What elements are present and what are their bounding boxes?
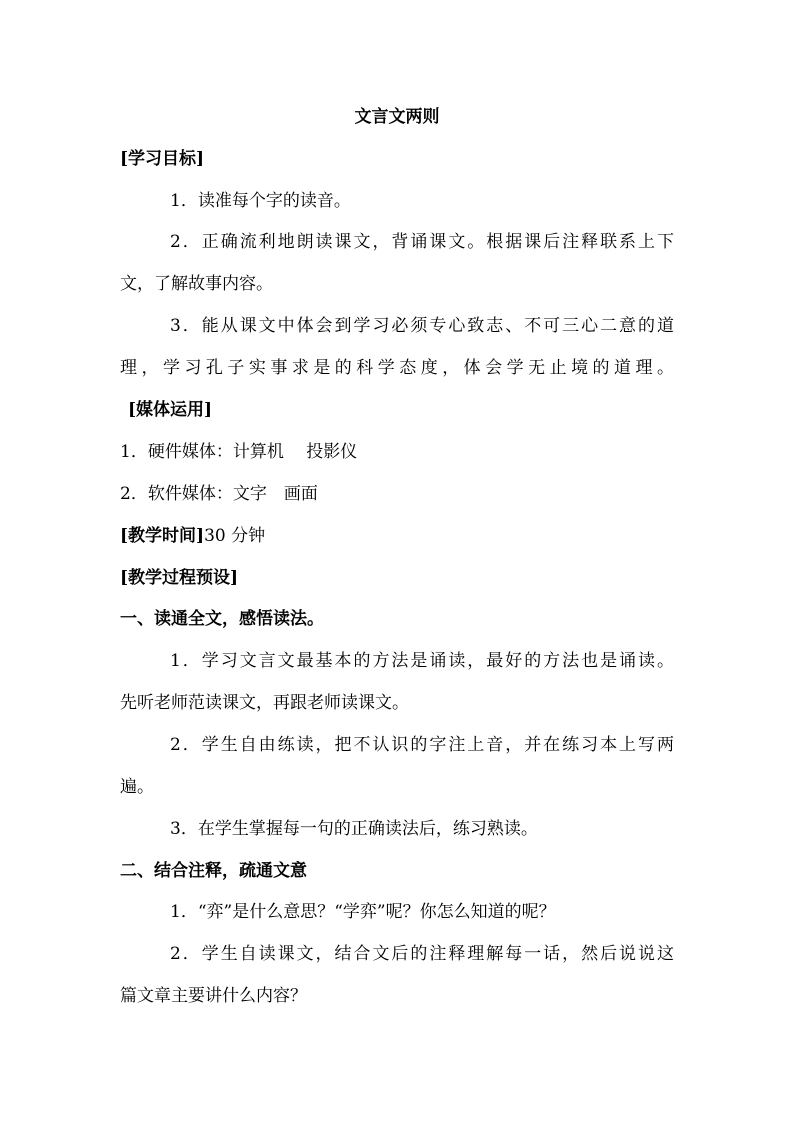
section-1-item-2-line-2: 遍。 — [120, 777, 154, 797]
section-1-item-1-line-1: 1．学习文言文最基本的方法是诵读，最好的方法也是诵读。 — [170, 651, 674, 671]
section-2-title: 二、结合注释，疏通文意 — [120, 861, 307, 881]
media-hardware: 1．硬件媒体：计算机 投影仪 — [120, 442, 358, 462]
objective-item-1: 1．读准每个字的读音。 — [170, 191, 351, 211]
teaching-time — [120, 524, 265, 548]
media-heading: [媒体运用] — [128, 400, 213, 420]
process-heading: [教学过程预设] — [120, 568, 239, 588]
objectives-heading: [学习目标] — [120, 149, 205, 169]
objective-item-3-line-1: 3．能从课文中体会到学习必须专心致志、不可三心二意的道 — [170, 316, 674, 336]
section-1-title: 一、读通全文，感悟读法。 — [120, 609, 324, 629]
section-1-item-1-line-2: 先听老师范读课文，再跟老师读课文。 — [120, 693, 409, 713]
media-software: 2．软件媒体：文字 画面 — [120, 484, 318, 504]
section-2-item-1: 1．“弈”是什么意思？“学弈”呢？你怎么知道的呢？ — [170, 902, 556, 922]
document-title: 文言文两则 — [354, 107, 440, 127]
section-1-item-3: 3．在学生掌握每一句的正确读法后，练习熟读。 — [170, 819, 538, 839]
time-heading: [教学时间] — [120, 526, 205, 546]
section-2-item-2-line-1: 2．学生自读课文，结合文后的注释理解每一话，然后说说这 — [170, 944, 674, 964]
section-1-item-2-line-1: 2．学生自由练读，把不认识的字注上音，并在练习本上写两 — [170, 735, 674, 755]
section-2-item-2-line-2: 篇文章主要讲什么内容？ — [120, 986, 307, 1006]
objective-item-2-line-2: 文，了解故事内容。 — [120, 274, 273, 294]
objective-item-2-line-1: 2．正确流利地朗读课文，背诵课文。根据课后注释联系上下 — [170, 232, 674, 252]
objective-item-3-line-2: 理，学习孔子实事求是的科学态度，体会学无止境的道理。 — [120, 358, 674, 378]
time-value: 30 分钟 — [204, 526, 266, 546]
